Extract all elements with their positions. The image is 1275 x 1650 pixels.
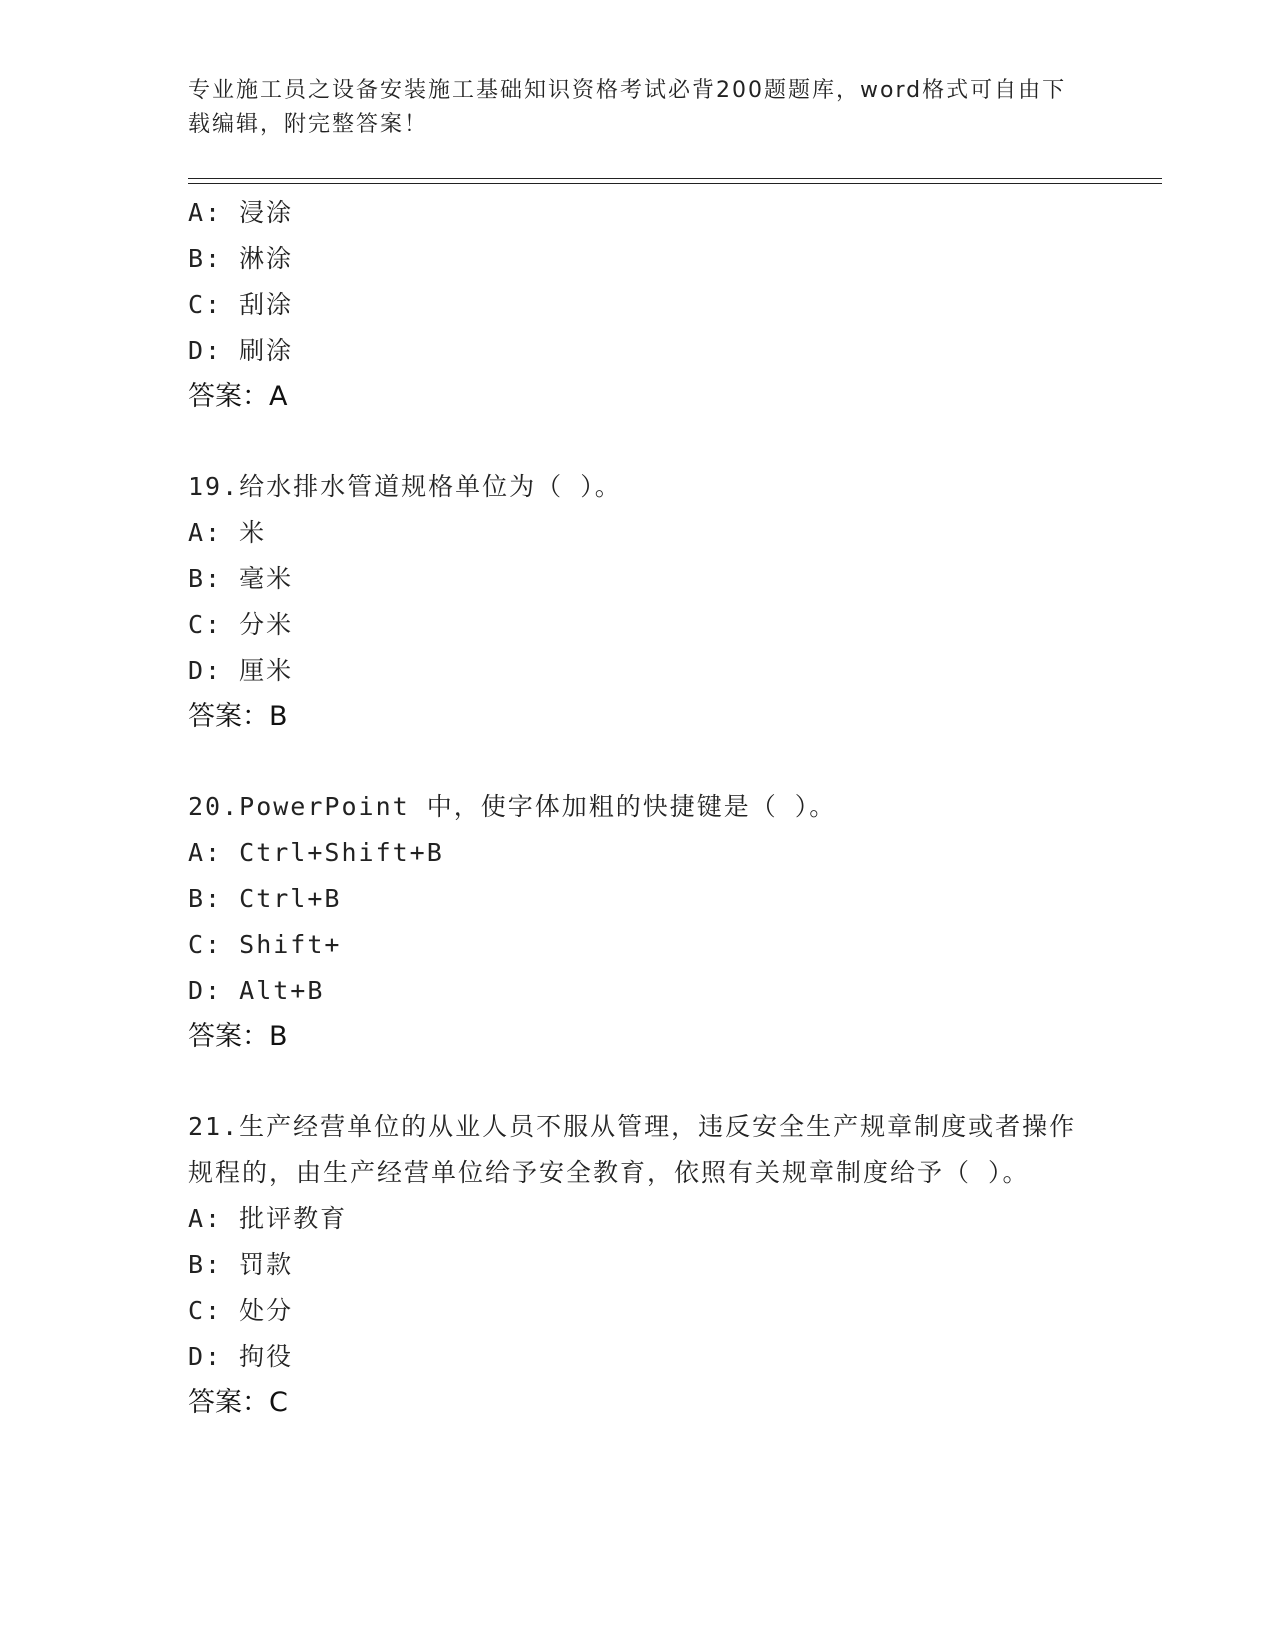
answer-line: 答案：A bbox=[188, 381, 288, 412]
option-d: D: 厘米 bbox=[188, 656, 294, 685]
question-block-19 bbox=[188, 464, 1088, 740]
option-d: D: 拘役 bbox=[188, 1342, 294, 1371]
question-prompt: 19.给水排水管道规格单位为（ ）。 bbox=[188, 472, 622, 501]
option-a: A: 米 bbox=[188, 518, 267, 547]
option-b: B: Ctrl+B bbox=[188, 884, 342, 913]
option-c: C: 分米 bbox=[188, 610, 294, 639]
option-b: B: 淋涂 bbox=[188, 244, 294, 273]
option-c: C: 处分 bbox=[188, 1296, 294, 1325]
option-c: C: 刮涂 bbox=[188, 290, 294, 319]
option-a: A: 浸涂 bbox=[188, 198, 294, 227]
option-d: D: 刷涂 bbox=[188, 336, 294, 365]
question-content bbox=[188, 190, 1088, 1426]
answer-line: 答案：C bbox=[188, 1387, 288, 1418]
option-a: A: 批评教育 bbox=[188, 1204, 348, 1233]
option-b: B: 罚款 bbox=[188, 1250, 294, 1279]
question-block-20 bbox=[188, 784, 1088, 1060]
option-b: B: 毫米 bbox=[188, 564, 294, 593]
document-header: 专业施工员之设备安装施工基础知识资格考试必背200题题库，word格式可自由下载编辑，附完整答案！ bbox=[188, 78, 1067, 137]
header-divider-line-second bbox=[188, 183, 1162, 184]
option-a: A: Ctrl+Shift+B bbox=[188, 838, 444, 867]
option-d: D: Alt+B bbox=[188, 976, 325, 1005]
answer-line: 答案：B bbox=[188, 1021, 288, 1052]
question-prompt: 21.生产经营单位的从业人员不服从管理，违反安全生产规章制度或者操作规程的，由生产经营单位给予安全教育，依照有关规章制度给予（ ）。 bbox=[188, 1112, 1077, 1187]
header-divider-line bbox=[188, 178, 1162, 179]
question-block-21 bbox=[188, 1104, 1088, 1426]
question-block-18-tail bbox=[188, 190, 1088, 420]
option-c: C: Shift+ bbox=[188, 930, 342, 959]
question-prompt: 20.PowerPoint 中，使字体加粗的快捷键是（ ）。 bbox=[188, 792, 837, 821]
answer-line: 答案：B bbox=[188, 701, 288, 732]
